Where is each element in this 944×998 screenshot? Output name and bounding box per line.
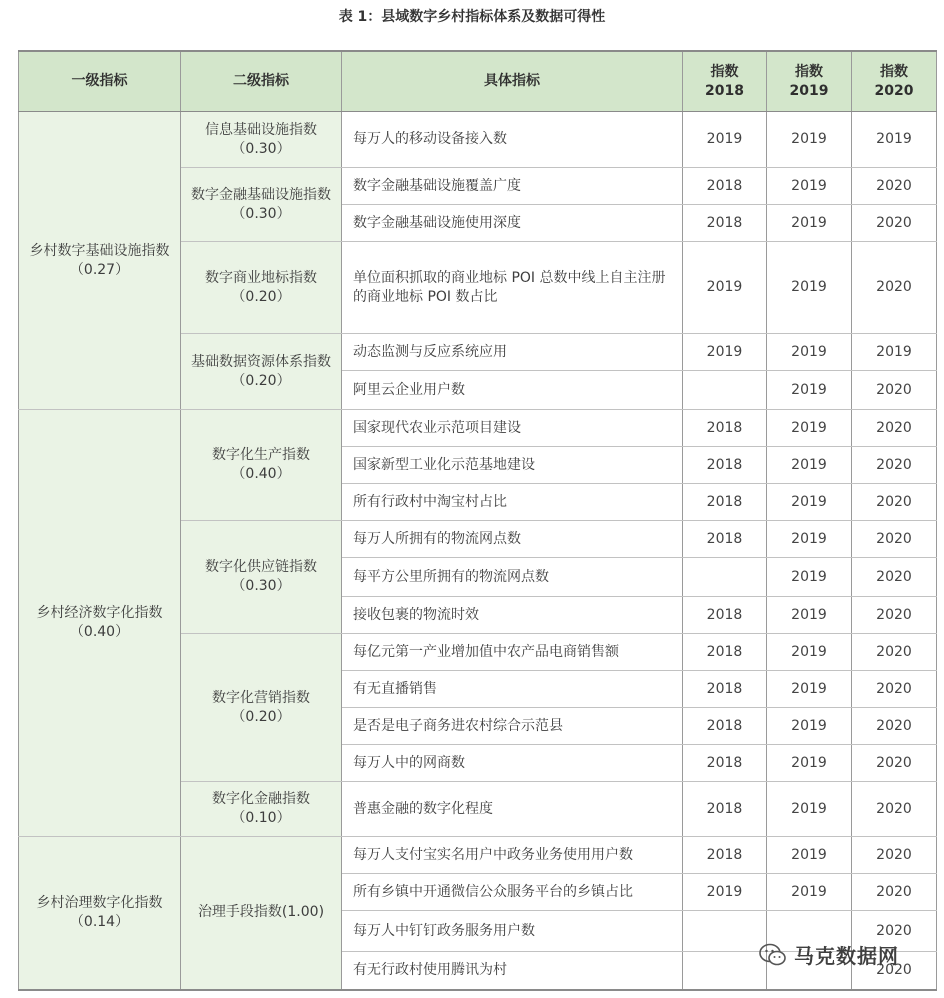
level2-cell: 数字商业地标指数（0.20） — [181, 242, 342, 334]
year-2019-cell: 2019 — [767, 634, 852, 671]
level1-cell: 乡村数字基础设施指数（0.27） — [19, 112, 181, 410]
year-2020-cell: 2020 — [852, 410, 937, 447]
year-2020-cell: 2020 — [852, 447, 937, 484]
year-2019-cell: 2019 — [767, 334, 852, 371]
year-2020-cell: 2020 — [852, 242, 937, 334]
year-2018-cell: 2019 — [683, 112, 767, 168]
year-2020-cell: 2020 — [852, 634, 937, 671]
indicator-cell: 数字金融基础设施使用深度 — [342, 205, 683, 242]
indicator-cell: 普惠金融的数字化程度 — [342, 782, 683, 837]
header-year-2019: 指数 2019 — [767, 51, 852, 112]
year-2018-cell: 2018 — [683, 205, 767, 242]
indicator-cell: 每平方公里所拥有的物流网点数 — [342, 558, 683, 597]
year-2018-cell: 2018 — [683, 782, 767, 837]
level1-cell: 乡村治理数字化指数（0.14） — [19, 837, 181, 990]
year-2020-cell: 2020 — [852, 911, 937, 952]
indicator-cell: 每万人的移动设备接入数 — [342, 112, 683, 168]
year-2019-cell: 2019 — [767, 671, 852, 708]
watermark — [758, 940, 899, 969]
year-2019-cell: 2019 — [767, 521, 852, 558]
indicator-cell: 单位面积抓取的商业地标 POI 总数中线上自主注册的商业地标 POI 数占比 — [342, 242, 683, 334]
indicator-cell: 每万人支付宝实名用户中政务业务使用用户数 — [342, 837, 683, 874]
level2-cell: 数字化生产指数（0.40） — [181, 410, 342, 521]
year-2018-cell: 2018 — [683, 168, 767, 205]
level2-cell: 数字化营销指数（0.20） — [181, 634, 342, 782]
year-2018-cell: 2019 — [683, 242, 767, 334]
table-title: 表 1：县域数字乡村指标体系及数据可得性 — [338, 9, 606, 25]
year-2019-cell: 2019 — [767, 708, 852, 745]
indicator-cell: 国家现代农业示范项目建设 — [342, 410, 683, 447]
indicator-cell: 数字金融基础设施覆盖广度 — [342, 168, 683, 205]
year-2018-cell — [683, 558, 767, 597]
header-level1: 一级指标 — [19, 51, 181, 112]
year-2020-cell: 2020 — [852, 484, 937, 521]
header-year-2018: 指数 2018 — [683, 51, 767, 112]
level2-cell: 数字化供应链指数（0.30） — [181, 521, 342, 634]
indicator-cell: 国家新型工业化示范基地建设 — [342, 447, 683, 484]
indicator-cell: 动态监测与反应系统应用 — [342, 334, 683, 371]
year-2018-cell — [683, 911, 767, 952]
year-2020-cell: 2020 — [852, 521, 937, 558]
year-2018-cell: 2019 — [683, 334, 767, 371]
year-2019-cell: 2019 — [767, 410, 852, 447]
indicator-cell: 每万人所拥有的物流网点数 — [342, 521, 683, 558]
indicator-cell: 所有行政村中淘宝村占比 — [342, 484, 683, 521]
year-2019-cell: 2019 — [767, 371, 852, 410]
year-2018-cell: 2018 — [683, 410, 767, 447]
indicator-cell: 每万人中钉钉政务服务用户数 — [342, 911, 683, 952]
year-2018-cell: 2018 — [683, 671, 767, 708]
year-2019-cell: 2019 — [767, 447, 852, 484]
year-2019-cell: 2019 — [767, 242, 852, 334]
year-2020-cell: 2019 — [852, 112, 937, 168]
year-2018-cell: 2019 — [683, 874, 767, 911]
year-2019-cell: 2019 — [767, 205, 852, 242]
level2-cell: 基础数据资源体系指数（0.20） — [181, 334, 342, 410]
level1-cell: 乡村经济数字化指数（0.40） — [19, 410, 181, 837]
indicator-cell: 有无直播销售 — [342, 671, 683, 708]
year-2019-cell: 2019 — [767, 112, 852, 168]
indicator-cell: 接收包裹的物流时效 — [342, 597, 683, 634]
year-2019-cell: 2019 — [767, 168, 852, 205]
header-level2: 二级指标 — [181, 51, 342, 112]
year-2020-cell: 2020 — [852, 745, 937, 782]
year-2020-cell: 2020 — [852, 205, 937, 242]
table-row — [19, 112, 937, 168]
table-row — [19, 410, 937, 447]
year-2018-cell: 2018 — [683, 521, 767, 558]
year-2018-cell: 2018 — [683, 837, 767, 874]
year-2018-cell: 2018 — [683, 447, 767, 484]
indicator-cell: 阿里云企业用户数 — [342, 371, 683, 410]
year-2018-cell: 2018 — [683, 597, 767, 634]
year-2019-cell: 2019 — [767, 558, 852, 597]
indicator-cell: 所有乡镇中开通微信公众服务平台的乡镇占比 — [342, 874, 683, 911]
table-row — [19, 837, 937, 874]
year-2020-cell: 2020 — [852, 782, 937, 837]
indicator-cell: 每万人中的网商数 — [342, 745, 683, 782]
wechat-icon — [758, 942, 788, 968]
year-2019-cell: 2019 — [767, 782, 852, 837]
year-2019-cell: 2019 — [767, 597, 852, 634]
year-2020-cell: 2020 — [852, 837, 937, 874]
year-2018-cell — [683, 371, 767, 410]
level2-cell: 数字金融基础设施指数（0.30） — [181, 168, 342, 242]
year-2020-cell: 2019 — [852, 334, 937, 371]
year-2020-cell: 2020 — [852, 671, 937, 708]
indicator-table — [18, 50, 937, 991]
year-2018-cell — [683, 952, 767, 990]
header-row — [19, 51, 937, 112]
year-2020-cell: 2020 — [852, 558, 937, 597]
year-2018-cell: 2018 — [683, 634, 767, 671]
year-2018-cell: 2018 — [683, 708, 767, 745]
indicator-cell: 有无行政村使用腾讯为村 — [342, 952, 683, 990]
header-year-2020: 指数 2020 — [852, 51, 937, 112]
year-2019-cell: 2019 — [767, 874, 852, 911]
watermark-text: 马克数据网 — [794, 944, 899, 968]
year-2020-cell: 2020 — [852, 952, 937, 990]
year-2020-cell: 2020 — [852, 874, 937, 911]
level2-cell: 治理手段指数(1.00) — [181, 837, 342, 990]
level2-cell: 数字化金融指数（0.10） — [181, 782, 342, 837]
year-2020-cell: 2020 — [852, 597, 937, 634]
year-2018-cell: 2018 — [683, 484, 767, 521]
year-2019-cell: 2019 — [767, 484, 852, 521]
year-2019-cell: 2019 — [767, 837, 852, 874]
year-2020-cell: 2020 — [852, 371, 937, 410]
year-2019-cell: 2019 — [767, 745, 852, 782]
year-2020-cell: 2020 — [852, 708, 937, 745]
header-indicator: 具体指标 — [342, 51, 683, 112]
year-2018-cell: 2018 — [683, 745, 767, 782]
year-2020-cell: 2020 — [852, 168, 937, 205]
indicator-cell: 每亿元第一产业增加值中农产品电商销售额 — [342, 634, 683, 671]
indicator-cell: 是否是电子商务进农村综合示范县 — [342, 708, 683, 745]
level2-cell: 信息基础设施指数（0.30） — [181, 112, 342, 168]
